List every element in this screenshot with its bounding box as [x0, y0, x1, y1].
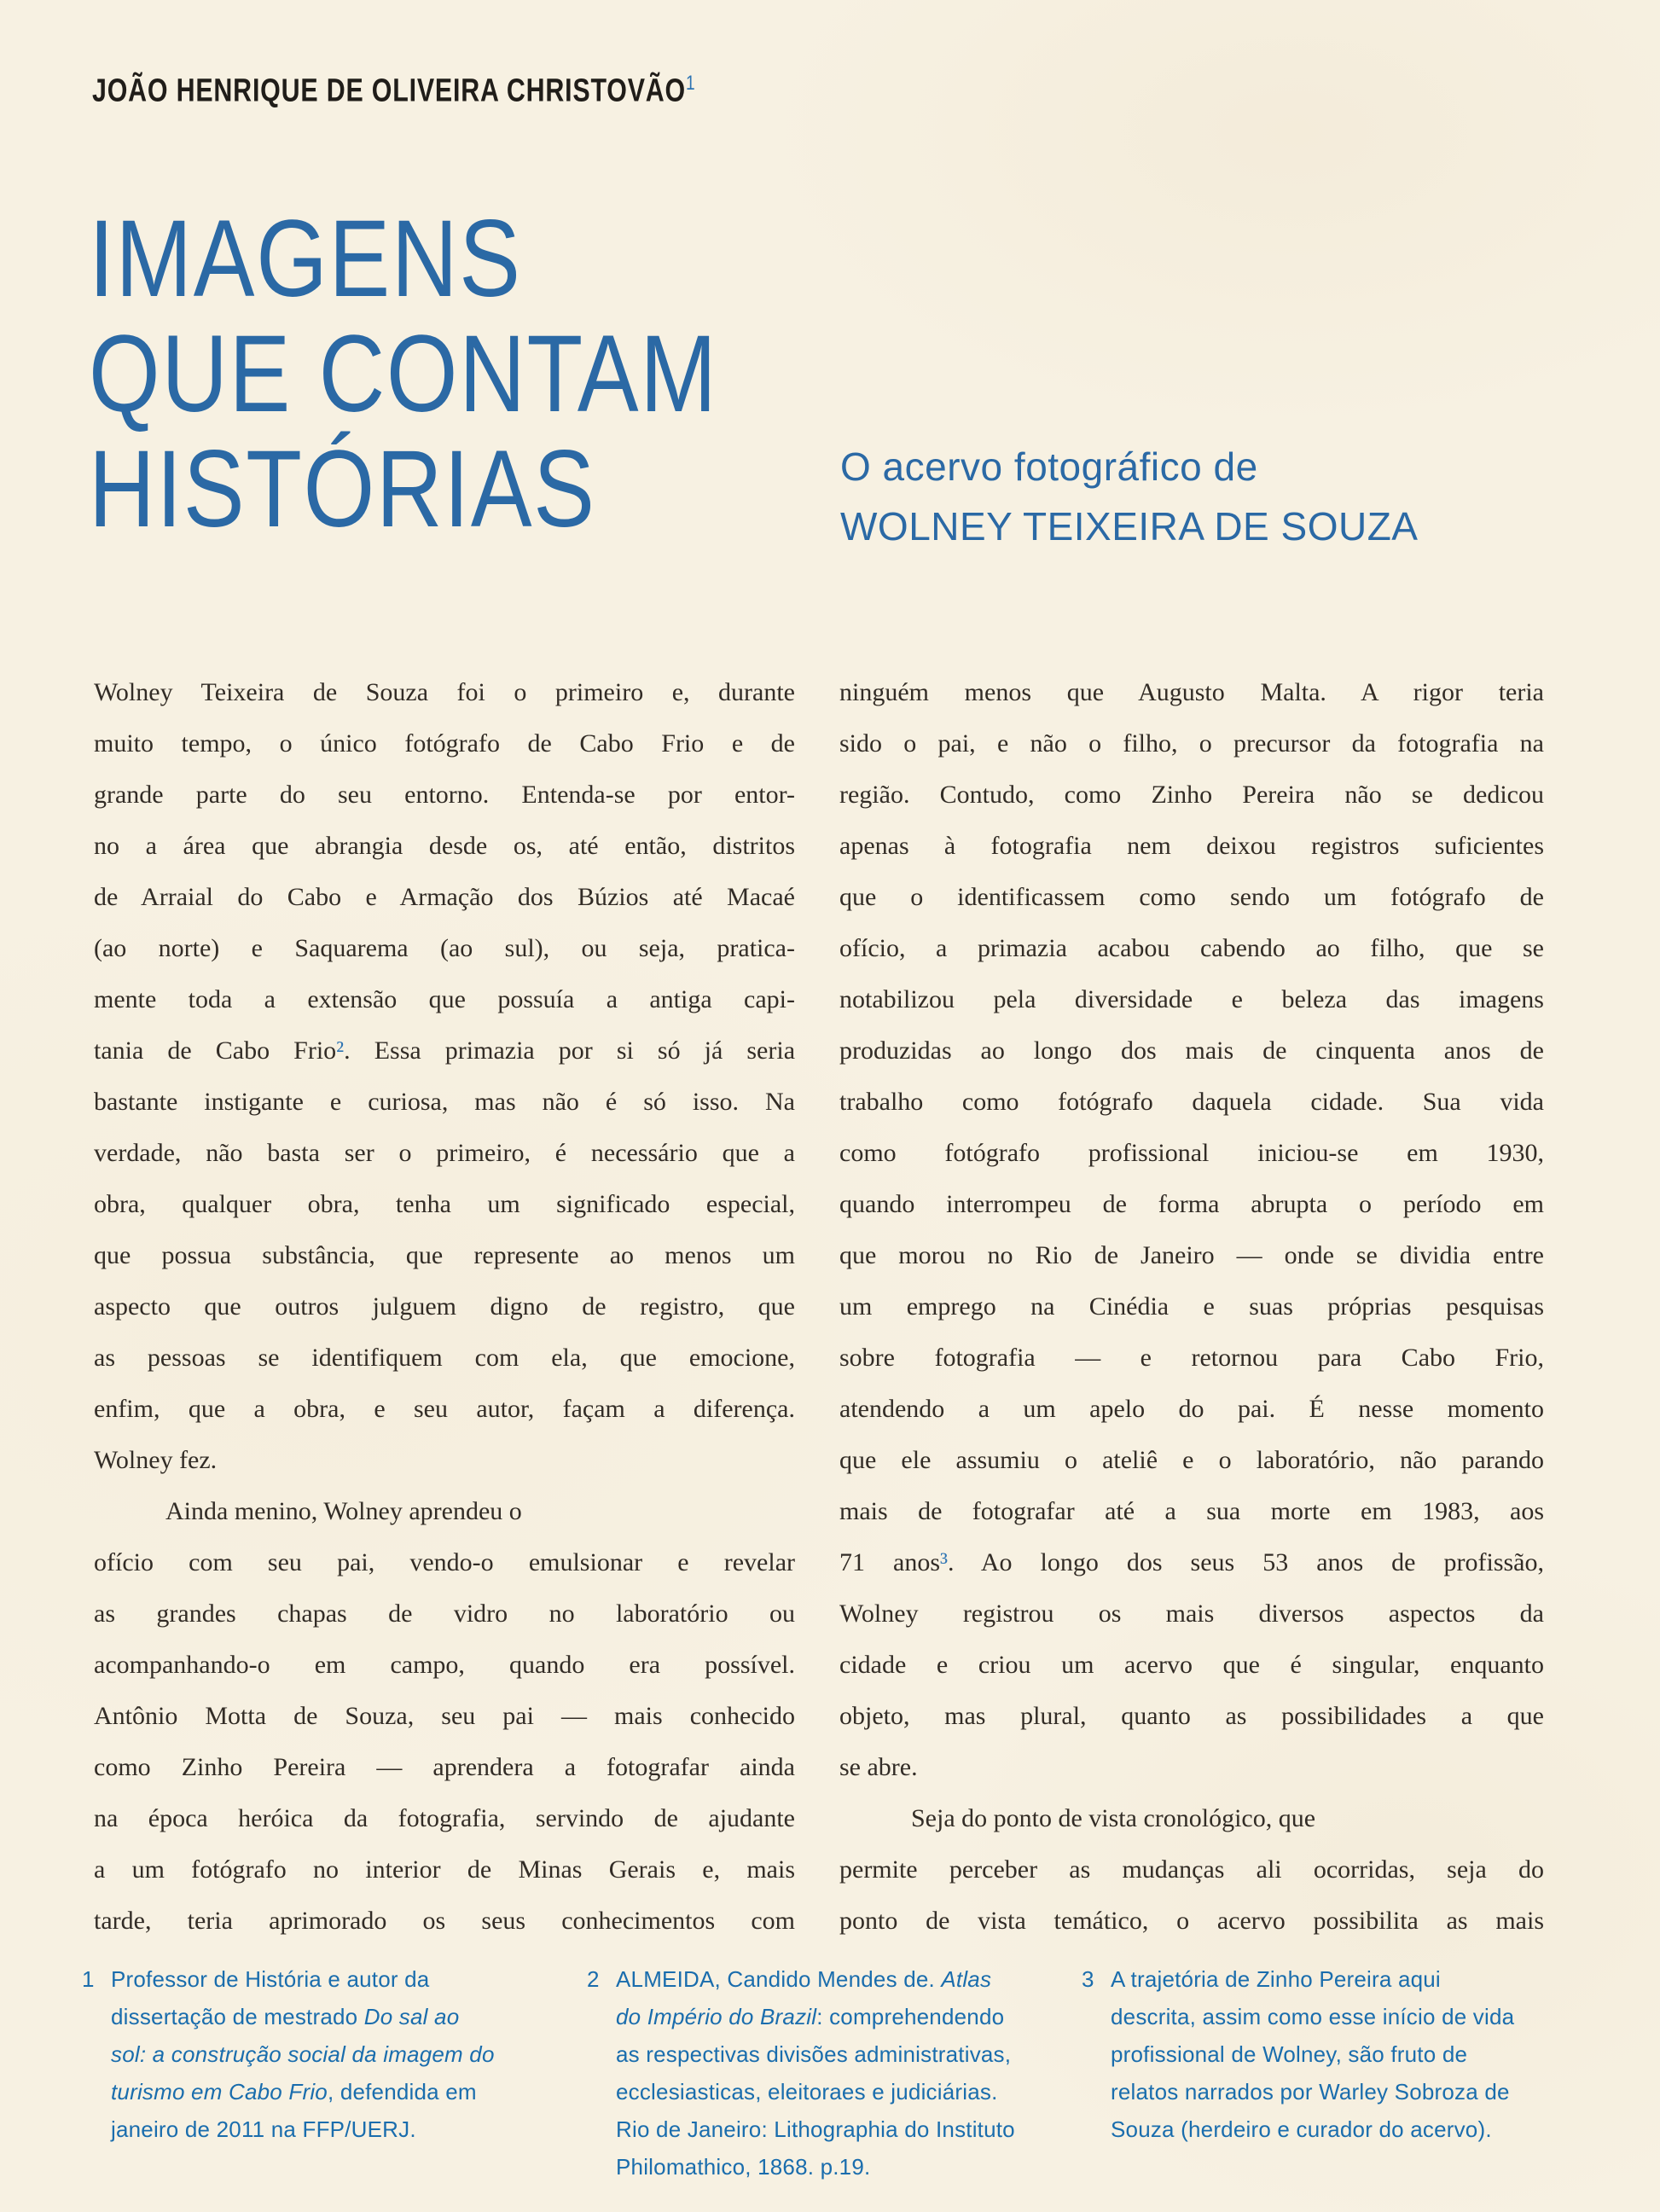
footnote-ref: ²: [336, 1036, 345, 1065]
right-column: [839, 667, 1544, 1947]
footnote-line: [111, 1960, 593, 1998]
author-line: [92, 72, 695, 110]
footnote-line: [1111, 1998, 1618, 2035]
body-line: sido o pai, e não o filho, o precursor da fotografia na: [839, 729, 1544, 758]
body-line: tarde, teria aprimorado os seus conhecimentos com: [94, 1907, 795, 1935]
footnote-3-text: [1111, 1960, 1618, 2148]
footnote-text: dissertação de mestrado: [111, 2004, 364, 2029]
footnote-1: [82, 1960, 593, 2148]
subtitle-caps-line: WOLNEY TEIXEIRA DE SOUZA: [840, 504, 1419, 549]
page-title-line: IMAGENS: [89, 198, 522, 320]
footnote-2: [587, 1960, 1098, 2186]
body-line: apenas à fotografia nem deixou registros suficientes: [839, 832, 1544, 860]
body-line: obra, qualquer obra, tenha um significado especial,: [94, 1190, 795, 1218]
footnote-text: : comprehendendo: [816, 2004, 1005, 2029]
body-line: no a área que abrangia desde os, até então, distritos: [94, 832, 795, 860]
footnote-line: [111, 2073, 593, 2110]
body-line: Antônio Motta de Souza, seu pai — mais conhecido: [94, 1702, 795, 1730]
body-line: ninguém menos que Augusto Malta. A rigor teria: [839, 678, 1544, 706]
body-line: muito tempo, o único fotógrafo de Cabo Frio e de: [94, 729, 795, 758]
subtitle: [840, 437, 1418, 556]
subtitle-small-line: O acervo fotográfico de: [840, 444, 1258, 489]
body-line: ponto de vista temático, o acervo possibilita as mais: [839, 1907, 1544, 1935]
footnote-italic-text: Atlas: [941, 1966, 992, 1992]
body-line: na época heróica da fotografia, servindo de ajudante: [94, 1804, 795, 1832]
footnote-text: janeiro de 2011 na FFP/UERJ.: [111, 2116, 416, 2142]
body-line: Wolney Teixeira de Souza foi o primeiro e, durante: [94, 678, 795, 706]
footnote-text: Souza (herdeiro e curador do acervo).: [1111, 2116, 1492, 2142]
body-line: Wolney registrou os mais diversos aspectos da: [839, 1599, 1544, 1628]
footnote-text: Philomathico, 1868. p.19.: [616, 2154, 871, 2180]
body-line: Ainda menino, Wolney aprendeu o: [165, 1497, 522, 1525]
body-line: as grandes chapas de vidro no laboratório ou: [94, 1599, 795, 1628]
footnote-3: [1082, 1960, 1618, 2148]
body-line: quando interrompeu de forma abrupta o período em: [839, 1190, 1544, 1218]
footnote-2-text: [616, 1960, 1098, 2186]
footnote-italic-text: sol: a construção social da imagem do: [111, 2041, 495, 2067]
page-title-line: HISTÓRIAS: [89, 428, 596, 550]
footnote-text: , defendida em: [327, 2079, 477, 2105]
author-footnote-ref: 1: [686, 72, 696, 95]
body-line: que morou no Rio de Janeiro — onde se dividia entre: [839, 1241, 1544, 1269]
body-line: (ao norte) e Saquarema (ao sul), ou seja, pratica-: [94, 934, 795, 962]
page-title: [89, 198, 718, 550]
footnote-line: [616, 2148, 1098, 2186]
footnote-line: [616, 1960, 1098, 1998]
body-line: região. Contudo, como Zinho Pereira não se dedicou: [839, 781, 1544, 809]
footnote-line: [111, 2035, 593, 2073]
body-line: que ele assumiu o ateliê e o laboratório, não parando: [839, 1446, 1544, 1474]
body-line: produzidas ao longo dos mais de cinquenta anos de: [839, 1036, 1544, 1065]
body-line: como fotógrafo profissional iniciou-se em 1930,: [839, 1139, 1544, 1167]
footnote-line: [616, 2073, 1098, 2110]
body-line: ofício, a primazia acabou cabendo ao filho, que se: [839, 934, 1544, 962]
body-line: mais de fotografar até a sua morte em 1983, aos: [839, 1497, 1544, 1525]
footnote-line: [1111, 1960, 1618, 1998]
footnote-text: Rio de Janeiro: Lithographia do Instituto: [616, 2116, 1015, 2142]
footnote-italic-text: turismo em Cabo Frio: [111, 2079, 328, 2105]
footnote-line: [616, 2110, 1098, 2148]
footnote-1-text: [111, 1960, 593, 2148]
footnote-text: Professor de História e autor da: [111, 1966, 430, 1992]
body-line: grande parte do seu entorno. Entenda-se por entor-: [94, 781, 795, 809]
footnote-line: [111, 1998, 593, 2035]
body-line: cidade e criou um acervo que é singular, enquanto: [839, 1651, 1544, 1679]
body-line: 71 anos³. Ao longo dos seus 53 anos de profissão,: [839, 1548, 1544, 1576]
body-line: Seja do ponto de vista cronológico, que: [911, 1804, 1316, 1832]
left-column: [94, 667, 795, 1947]
footnote-italic-text: do Império do Brazil: [616, 2004, 817, 2029]
body-line: como Zinho Pereira — aprendera a fotografar ainda: [94, 1753, 795, 1781]
footnote-line: [1111, 2110, 1618, 2148]
footnote-line: [1111, 2073, 1618, 2110]
body-line: a um fotógrafo no interior de Minas Gerais e, mais: [94, 1855, 795, 1884]
footnote-line: [616, 2035, 1098, 2073]
footnote-text: A trajetória de Zinho Pereira aqui: [1111, 1966, 1441, 1992]
body-line: que possua substância, que represente ao menos um: [94, 1241, 795, 1269]
footnote-line: [616, 1998, 1098, 2035]
body-line: verdade, não basta ser o primeiro, é necessário que a: [94, 1139, 795, 1167]
footnote-text: profissional de Wolney, são fruto de: [1111, 2041, 1468, 2067]
footnote-2-number: 2: [587, 1966, 600, 1992]
body-line: acompanhando-o em campo, quando era possível.: [94, 1651, 795, 1679]
body-line: sobre fotografia — e retornou para Cabo Frio,: [839, 1344, 1544, 1372]
body-line: de Arraial do Cabo e Armação dos Búzios até Macaé: [94, 883, 795, 911]
body-line: bastante instigante e curiosa, mas não é só isso. Na: [94, 1088, 795, 1116]
footnote-text: ecclesiasticas, eleitoraes e judiciárias.: [616, 2079, 998, 2105]
footnote-line: [111, 2110, 593, 2148]
body-line: enfim, que a obra, e seu autor, façam a diferença.: [94, 1395, 795, 1423]
footnote-text: as respectivas divisões administrativas,: [616, 2041, 1012, 2067]
body-line: um emprego na Cinédia e suas próprias pesquisas: [839, 1292, 1544, 1321]
body-line: aspecto que outros julguem digno de registro, que: [94, 1292, 795, 1321]
body-line: as pessoas se identifiquem com ela, que emocione,: [94, 1344, 795, 1372]
body-line: que o identificassem como sendo um fotógrafo de: [839, 883, 1544, 911]
body-line: tania de Cabo Frio². Essa primazia por si só já seria: [94, 1036, 796, 1065]
body-line: objeto, mas plural, quanto as possibilidades a que: [839, 1702, 1544, 1730]
body-line: Wolney fez.: [94, 1446, 218, 1474]
footnote-3-number: 3: [1082, 1966, 1094, 1992]
footnote-italic-text: Do sal ao: [363, 2004, 460, 2029]
footnote-text: descrita, assim como esse início de vida: [1111, 2004, 1515, 2029]
page-title-line: QUE CONTAM: [89, 313, 718, 435]
footnote-line: [1111, 2035, 1618, 2073]
body-line: se abre.: [839, 1753, 918, 1781]
body-line: mente toda a extensão que possuía a antiga capi-: [94, 985, 795, 1013]
body-line: notabilizou pela diversidade e beleza das imagens: [839, 985, 1544, 1013]
body-line: ofício com seu pai, vendo-o emulsionar e revelar: [94, 1548, 795, 1576]
author-name: JOÃO HENRIQUE DE OLIVEIRA CHRISTOVÃO: [92, 73, 686, 109]
body-line: atendendo a um apelo do pai. É nesse momento: [839, 1395, 1544, 1423]
footnote-ref: ³: [940, 1548, 948, 1576]
footnote-text: ALMEIDA, Candido Mendes de.: [616, 1966, 942, 1992]
footnote-1-number: 1: [82, 1966, 95, 1992]
body-line: trabalho como fotógrafo daquela cidade. Sua vida: [839, 1088, 1544, 1116]
footnote-text: relatos narrados por Warley Sobroza de: [1111, 2079, 1510, 2105]
body-line: permite perceber as mudanças ali ocorridas, seja do: [839, 1855, 1544, 1884]
